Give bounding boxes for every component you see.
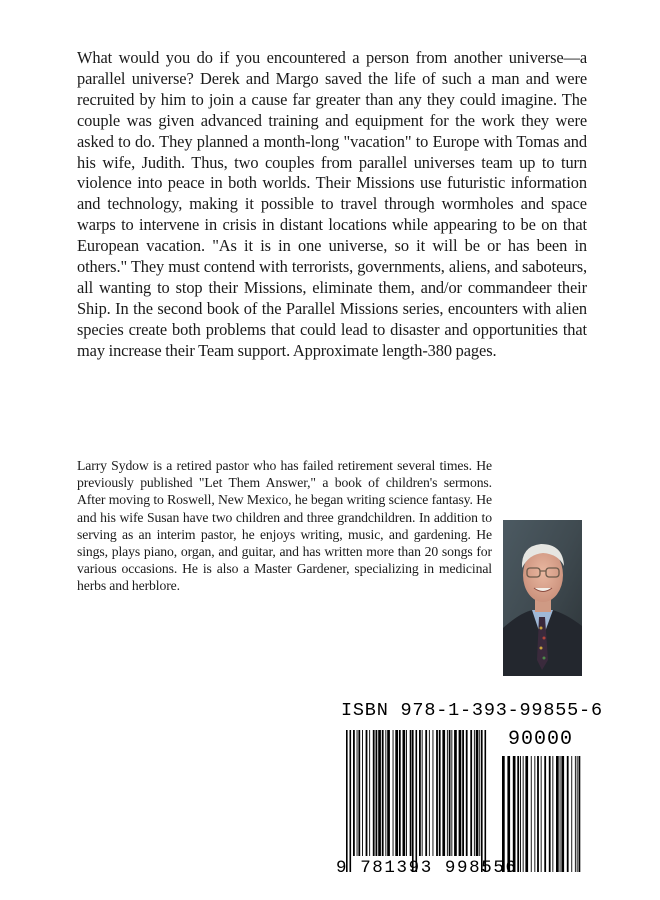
barcode-bar — [549, 756, 551, 872]
barcode-bar — [393, 730, 394, 856]
barcode-bar — [541, 756, 542, 872]
barcode-bar — [552, 756, 553, 872]
barcode-digits: 9 781393 998556 — [336, 858, 518, 878]
author-photo — [503, 520, 582, 676]
barcode-bar — [416, 730, 418, 872]
barcode-bar — [575, 756, 576, 872]
barcode-bar — [422, 730, 423, 856]
barcode-bar — [531, 756, 532, 872]
barcode-bar — [442, 730, 445, 856]
barcode-bar — [425, 730, 427, 856]
barcode-bar — [517, 756, 519, 872]
barcode-bar — [479, 730, 480, 856]
barcode-bar — [513, 756, 516, 872]
barcode-bar — [454, 730, 457, 856]
barcode-bar — [412, 730, 414, 872]
barcode-bar — [447, 730, 448, 856]
author-bio: Larry Sydow is a retired pastor who has failed retirement several times. He previously published "Let Them Answer," a book of children's sermons. After moving to Roswell, New Mexico, he began writing science fantasy. He and his wife Susan have two children and three grandchildren. In addition to serving as an interim pastor, he enjoys writing, music, and gardening. He sings, plays piano, organ, and guitar, and has written more than 20 songs for various occasions. He is also a Master Gardener, specializing in medicinal herbs and herblore. — [77, 458, 492, 594]
barcode-bar — [382, 730, 384, 856]
barcode-bar — [376, 730, 378, 856]
barcode-bar — [406, 730, 407, 856]
barcode-bar — [451, 730, 452, 856]
barcode-bar — [449, 730, 451, 856]
barcode-bar — [369, 730, 370, 856]
barcode-bar — [577, 756, 578, 872]
barcode-bar — [523, 756, 524, 872]
barcode-bar — [561, 756, 564, 872]
barcode-bar — [358, 730, 360, 856]
barcode-bar — [387, 730, 390, 856]
barcode-bar — [481, 730, 483, 872]
barcode-bar — [474, 730, 475, 856]
barcode-bar — [502, 756, 505, 872]
isbn-label: ISBN 978-1-393-99855-6 — [341, 700, 603, 721]
barcode-bar — [357, 730, 358, 856]
barcode-bar — [436, 730, 438, 856]
barcode-bar — [373, 730, 375, 856]
barcode-bar — [544, 756, 546, 872]
book-description: What would you do if you encountered a person from another universe—a parallel universe? Derek and Margo saved the life of such a man and were recruited by him to join a cause far greater than any they could imagine. The couple was given advanced training and equipment for the work they were asked to do. They planned a month-long "vacation" to Europe with Tomas and his wife, Judith. Thus, two couples from parallel universes team up to turn violence into peace in both worlds. Their Missions use futuristic information and technology, making it possible to travel through wormholes and space warps to intervene in crisis in distant locations while appearing to be on that European vacation. "As it is in one universe, so it will be or has been in others." They must contend with terrorists, governments, aliens, and saboteurs, all wanting to stop their Missions, eliminate them, and/or commandeer their Ship. In the second book of the Parallel Missions series, encounters with alien species create both problems that could lead to disaster and opportunities that may increase their Team support. Approximate length-380 pages. — [77, 48, 587, 360]
barcode-bar — [560, 756, 561, 872]
barcode-bar — [534, 756, 535, 872]
barcode-bar — [385, 730, 386, 856]
barcode-bar — [525, 756, 528, 872]
barcode-bar — [459, 730, 462, 856]
barcode-bar — [362, 730, 363, 856]
barcode-bar — [537, 756, 539, 872]
barcode-bar — [476, 730, 479, 856]
price-code: 90000 — [508, 728, 574, 751]
barcode-bar — [520, 756, 521, 872]
barcode-bar — [466, 730, 468, 856]
barcode-bar — [556, 756, 559, 872]
barcode-bar — [429, 730, 430, 856]
barcode-bar — [485, 730, 487, 872]
barcode-bar — [410, 730, 412, 856]
barcode-bar — [567, 756, 569, 872]
barcode-bar — [395, 730, 398, 856]
barcode-bar — [419, 730, 421, 856]
barcode-bar — [571, 756, 572, 872]
barcode-bar — [346, 730, 348, 872]
barcode-bar — [366, 730, 368, 856]
barcode-bar — [399, 730, 401, 856]
barcode-bar — [378, 730, 381, 856]
barcode-bar — [439, 730, 441, 856]
barcode-bar — [350, 730, 352, 872]
barcode-bar — [507, 756, 510, 872]
barcode-bar — [470, 730, 472, 856]
barcode-bar — [353, 730, 355, 856]
barcode-bar — [433, 730, 434, 856]
barcode-bar — [579, 756, 581, 872]
barcode-bar — [462, 730, 464, 856]
barcode-bar — [403, 730, 406, 856]
